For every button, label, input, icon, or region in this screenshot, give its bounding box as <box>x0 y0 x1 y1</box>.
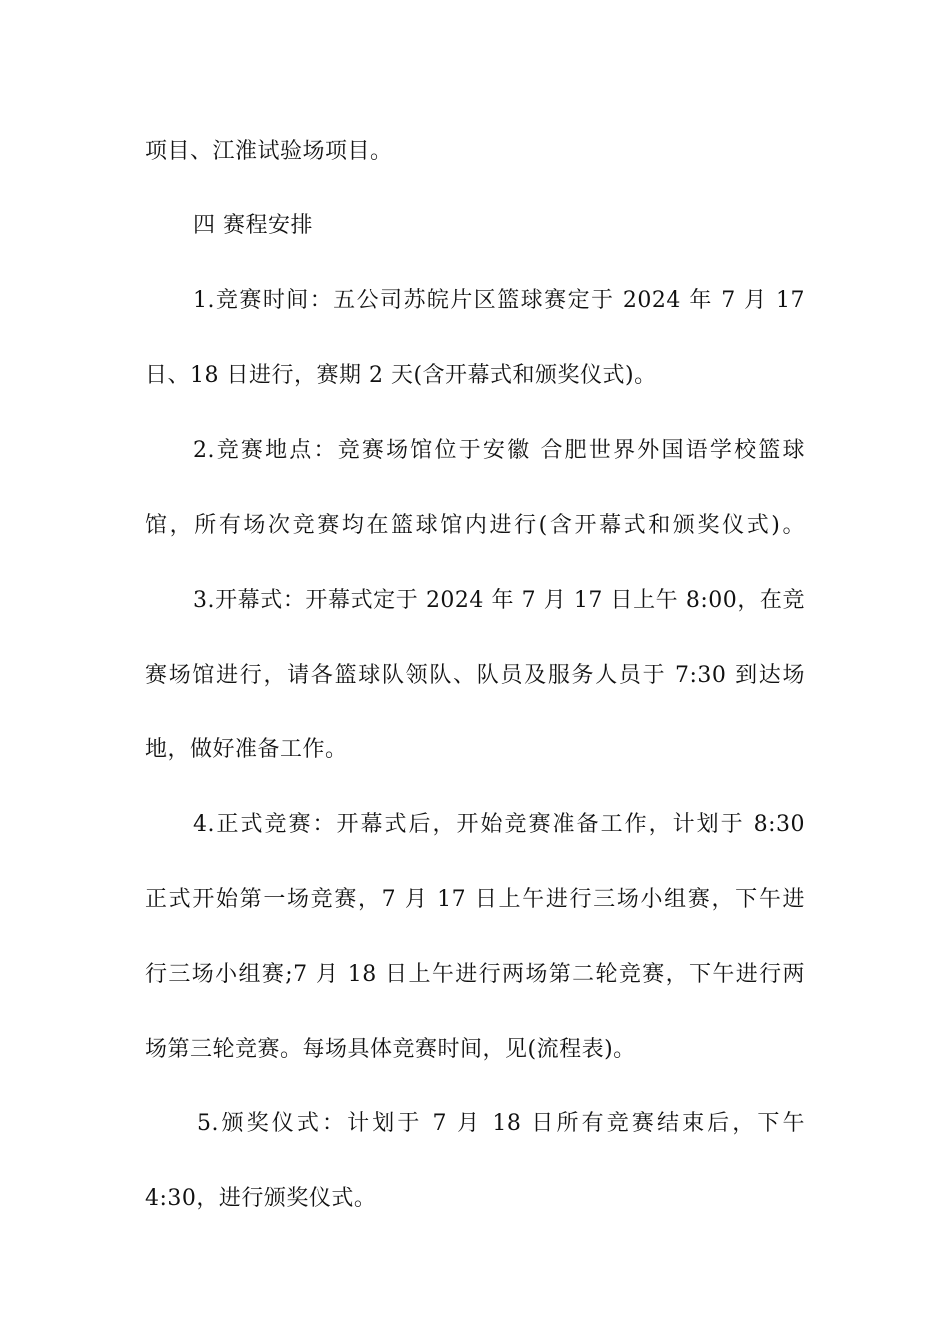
text-line: 地，做好准备工作。 <box>145 737 348 762</box>
text-line: 项目、江淮试验场项目。 <box>145 139 393 164</box>
text-line: 馆，所有场次竞赛均在篮球馆内进行(含开幕式和颁奖仪式)。 <box>145 513 805 538</box>
text-line: 4.正式竞赛：开幕式后，开始竞赛准备工作，计划于 8:30 <box>193 812 805 837</box>
text-line: 行三场小组赛;7 月 18 日上午进行两场第二轮竞赛，下午进行两 <box>145 962 805 987</box>
section-heading: 四 赛程安排 <box>193 213 313 238</box>
text-line: 日、18 日进行，赛期 2 天(含开幕式和颁奖仪式)。 <box>145 363 657 388</box>
text-line: 4:30，进行颁奖仪式。 <box>145 1186 377 1211</box>
text-line: 2.竞赛地点：竞赛场馆位于安徽 合肥世界外国语学校篮球 <box>193 438 805 463</box>
text-line: 5.颁奖仪式：计划于 7 月 18 日所有竞赛结束后，下午 <box>197 1111 805 1136</box>
text-line: 赛场馆进行，请各篮球队领队、队员及服务人员于 7:30 到达场 <box>145 663 805 688</box>
text-line: 1.竞赛时间：五公司苏皖片区篮球赛定于 2024 年 7 月 17 <box>193 288 805 313</box>
text-line: 正式开始第一场竞赛，7 月 17 日上午进行三场小组赛，下午进 <box>145 887 805 912</box>
text-line: 场第三轮竞赛。每场具体竞赛时间，见(流程表)。 <box>145 1037 636 1062</box>
text-line: 3.开幕式：开幕式定于 2024 年 7 月 17 日上午 8:00，在竞 <box>193 588 805 613</box>
